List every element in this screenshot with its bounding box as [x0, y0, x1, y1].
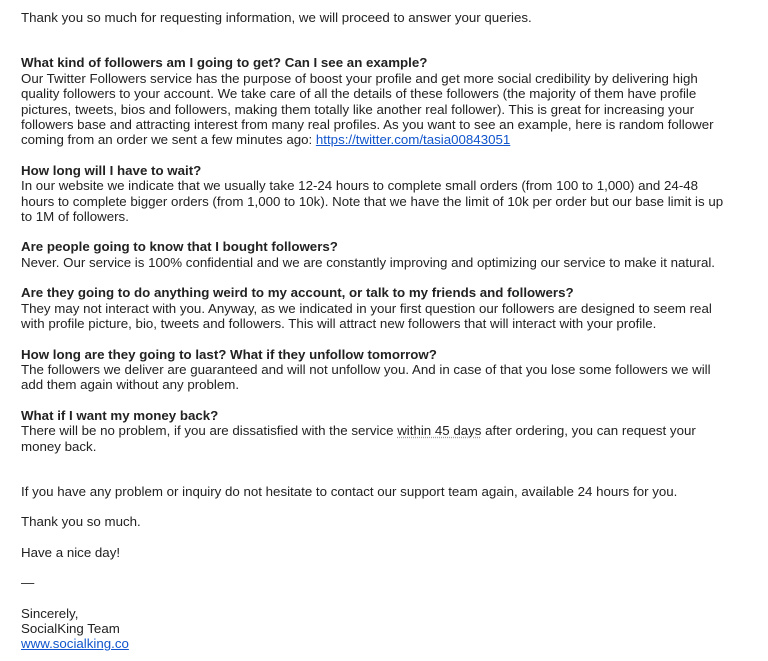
- faq-answer-text: Our Twitter Followers service has the purpose of boost your profile and get more social credibility by delivering high quality followers to your account. We take care of all the details of these followers (the majority of them have profile pictures, tweets, bios and followers, making them totally like another real follower). This is great for increasing your followers base and attracting interest from many real profiles. As you want to see an example, here is random follower coming from an order we sent a few minutes ago:: [21, 70, 714, 148]
- spacer: [21, 332, 733, 347]
- faq-question: Are people going to know that I bought followers?: [21, 239, 338, 255]
- faq-question: How long will I have to wait?: [21, 162, 202, 178]
- spacer: [21, 499, 733, 514]
- faq-question: What kind of followers am I going to get? Can I see an example?: [21, 55, 428, 71]
- faq-item-confidentiality: [21, 239, 733, 270]
- wish-text: Have a nice day!: [21, 544, 121, 560]
- faq-answer: In our website we indicate that we usually take 12-24 hours to complete small orders (from 100 to 1,000) and 24-48 hours to complete bigger orders (from 1,000 to 10k). Note that we have the limit of 10k per order but our base limit is up to 1M of followers.: [21, 178, 724, 225]
- spacer: [21, 560, 733, 575]
- faq-item-retention: [21, 347, 733, 393]
- spacer: [21, 454, 733, 484]
- faq-answer: [21, 71, 733, 148]
- spacer: [21, 224, 733, 239]
- spacer: [21, 270, 733, 285]
- faq-answer: The followers we deliver are guaranteed and will not unfollow you. And in case of that you lose some followers we will add them again without any problem.: [21, 361, 711, 393]
- intro-text: Thank you so much for requesting information, we will proceed to answer your queries.: [21, 10, 532, 25]
- refund-answer-end: after ordering, you can request your money back.: [21, 423, 696, 454]
- faq-answer: Never. Our service is 100% confidential and we are constantly improving and optimizing our service to make it natural.: [21, 254, 715, 270]
- example-follower-link[interactable]: https://twitter.com/tasia00843051: [315, 132, 511, 148]
- signature-block: [21, 606, 733, 652]
- faq-answer: They may not interact with you. Anyway, as we indicated in your first question our followers are designed to seem real with profile picture, bio, tweets and followers. This will attract new followers that will interact with your profile.: [21, 300, 712, 332]
- faq-question: How long are they going to last? What if they unfollow tomorrow?: [21, 346, 437, 362]
- spacer: [21, 591, 733, 606]
- faq-item-refund: [21, 408, 733, 454]
- thanks-text: Thank you so much.: [21, 514, 141, 530]
- faq-item-wait-time: [21, 163, 733, 225]
- spacer: [21, 530, 733, 545]
- refund-window-highlight: within 45 days: [397, 423, 482, 439]
- spacer: [21, 148, 733, 163]
- support-text: If you have any problem or inquiry do not hesitate to contact our support team again, available 24 hours for you.: [21, 483, 678, 499]
- faq-item-followers-type: [21, 55, 733, 147]
- signature-dash: —: [21, 575, 35, 591]
- signoff-text: Sincerely,: [21, 605, 79, 621]
- faq-question: What if I want my money back?: [21, 407, 219, 423]
- spacer: [21, 393, 733, 408]
- faq-question: Are they going to do anything weird to my account, or talk to my friends and followers?: [21, 285, 574, 301]
- faq-item-account-safety: [21, 285, 733, 331]
- team-name: SocialKing Team: [21, 620, 120, 636]
- spacer: [21, 25, 733, 55]
- email-body: [21, 10, 733, 652]
- refund-answer-start: There will be no problem, if you are dissatisfied with the service: [21, 423, 398, 439]
- website-link[interactable]: www.socialking.co: [21, 636, 129, 652]
- faq-answer: [21, 423, 733, 454]
